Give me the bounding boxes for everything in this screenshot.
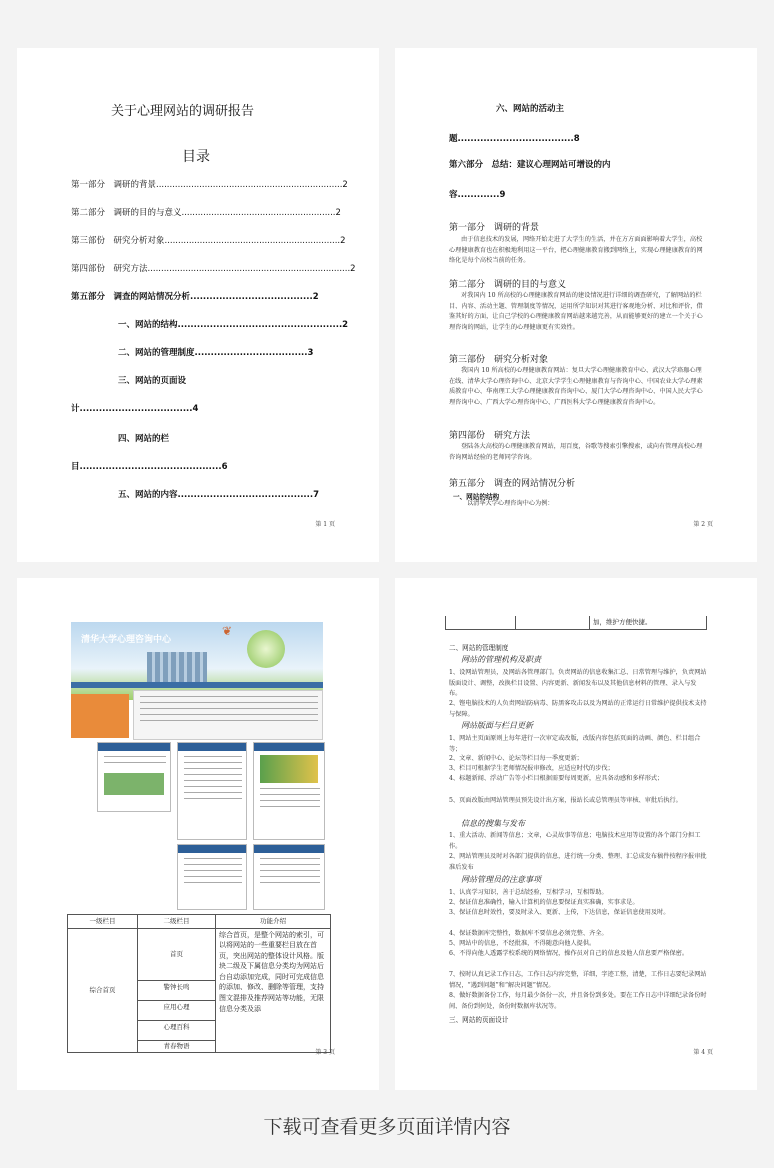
website-login-panel — [97, 742, 171, 812]
table-cell: 综合首页 — [68, 928, 138, 1052]
paragraph: 3、栏目可根据学生老师情况报审修改，应适应时代的步伐； — [449, 765, 614, 772]
website-banner-title: 清华大学心理咨询中心 — [81, 635, 172, 645]
section-heading: 二、网站的管理制度 — [449, 644, 509, 652]
list-item: 5、网站中的信息，不经批准，不得随意向他人提供。 — [449, 940, 596, 947]
website-sidebar-image — [71, 694, 129, 738]
toc-entry: 六、网站的活动主 — [496, 104, 565, 114]
subsection-heading: 网站管理员的注意事项 — [461, 875, 541, 884]
section-body: 由于信息技术的发展，网络开始走进了大学生的生活，并在方方面面影响着大学生，高校心理健康教育也在积极地利用这一平台，把心理健康教育搬到网络上，实现心理健康教育的网络化是每个高校当前的任务。 — [449, 236, 703, 264]
table-cell: 综合首页，是整个网站的索引，可以将网站的一些重要栏目放在首页，突出网站的整体设计风格。版块二级及下属信息分类均为网站后台自动添加完成，同时可完成信息的添加、修改、删除等管理，支持图文混排及推荐网站等功能，无限信息分类及添 — [216, 928, 331, 1052]
section-body: 我国内 10 所高校的心理健康教育网站：复旦大学心理健康教育中心、武汉大学珞珈心理在线、清华大学心理咨询中心、北京大学学生心理健康教育与咨询中心、中国农业大学心理素质教育中心、华南理工大学心理健康教育咨询中心、厦门大学心理咨询中心、中国人民大学心理咨询中心、广西大学心理咨询中心、广西医科大学心理健康教育咨询中心。 — [449, 367, 703, 406]
section-heading: 第四部份 研究方法 — [449, 431, 531, 441]
city-skyline-image — [147, 652, 207, 682]
section-body: 登陆各大高校的心理健康教育网站，用百度，谷歌等搜索引擎搜索，或向有管理高校心理咨询网站经验的老师同学咨询。 — [449, 443, 703, 461]
section-heading: 第二部分 调研的目的与意义 — [449, 280, 567, 290]
paragraph: 5、页面改版由网站管理员预先设计出方案，报站长或总管理员等审核、审批后执行。 — [449, 797, 682, 804]
toc-entry: 一、网站的结构...................................................2 — [118, 320, 349, 330]
table-cell: 心理百科 — [138, 1020, 216, 1040]
toc-entry: 题....................................8 — [449, 134, 580, 144]
table-cell: 青春物语 — [138, 1040, 216, 1052]
table-header: 功能介绍 — [216, 915, 331, 929]
website-panel — [253, 742, 325, 840]
document-page-1 — [17, 48, 379, 562]
website-nav-bar — [71, 682, 323, 688]
table-header: 一级栏目 — [68, 915, 138, 929]
toc-entry: 第四部份 研究方法...........................................................................2 — [71, 264, 356, 274]
paragraph: 2、铿电脑技术的人负责网站防病毒、防黑客攻击以及为网站的正常运行日常维护提供技术支持与保障。 — [449, 700, 707, 718]
paragraph: 1、网站主页面原则上每年进行一次审定或改版，改版内容包括页面的动画、颜色、栏目组合等； — [449, 735, 701, 753]
toc-entry: 容.............9 — [449, 190, 506, 200]
page-number: 第 3 页 — [315, 1049, 335, 1056]
paragraph: 2、文章、新闻中心、论坛等栏目每一季度更新； — [449, 755, 583, 762]
list-item: 6、不得向他人透露学校系统的网络情况，操作员对自己的信息及他人信息要严格保密。 — [449, 950, 689, 957]
list-item: 7、按时认真记录工作日志，工作日志内容完整，详细，字迹工整，清楚，工作日志要纪录网站情况，“遇到问题”和“解决问题”情况。 — [449, 971, 707, 989]
subsection-heading: 信息的搜集与发布 — [461, 819, 525, 828]
subsection-heading: 网站版面与栏目更新 — [461, 721, 533, 730]
toc-entry: 第三部份 研究分析对象.................................................................2 — [71, 236, 346, 246]
page-number: 第 1 页 — [315, 521, 335, 528]
report-title: 关于心理网站的调研报告 — [111, 104, 255, 119]
section-heading: 第一部分 调研的背景 — [449, 223, 540, 233]
download-more-caption: 下载可查看更多页面详情内容 — [263, 1116, 511, 1138]
toc-heading: 目录 — [182, 149, 210, 165]
section-heading: 三、网站的页面设计 — [449, 1016, 509, 1024]
website-news-area — [133, 690, 323, 740]
logo-graphic — [247, 630, 285, 668]
section-heading: 第五部分 调查的网站情况分析 — [449, 479, 576, 489]
page-number: 第 2 页 — [693, 521, 713, 528]
list-item: 4、保证数据库完整性，数据库不要信息必须完整、齐全。 — [449, 930, 608, 937]
website-panel — [177, 844, 247, 910]
list-item: 2、保证信息准确性，输入计算机的信息要保证真实准确，实事求是。 — [449, 899, 639, 906]
section-heading: 第三部份 研究分析对象 — [449, 355, 549, 365]
column-table — [67, 914, 331, 1053]
table-cell: 首页 — [138, 928, 216, 980]
section-body: 以清华大学心理咨询中心为例： — [467, 500, 554, 507]
toc-entry: 第一部分 调研的背景.....................................................................2 — [71, 180, 348, 190]
list-item: 1、认真学习知识，善于总结经验，互相学习，互相帮助。 — [449, 889, 608, 896]
table-cell: 应用心理 — [138, 1000, 216, 1020]
paragraph: 4、标题新闻、浮动广告等小栏目根据需要每周更新，应具备动感和多样形式； — [449, 775, 664, 782]
subsection-heading: 网站的管理机构及职责 — [461, 655, 541, 664]
subsection-heading: 一、网站的结构 — [453, 493, 500, 501]
table-cell: 警钟长鸣 — [138, 980, 216, 1000]
toc-entry: 目............................................6 — [71, 462, 228, 472]
toc-entry: 第六部分 总结：建议心理网站可增设的内 — [449, 160, 611, 170]
toc-entry: 二、网站的管理制度...................................3 — [118, 348, 314, 358]
page-number: 第 4 页 — [693, 1049, 713, 1056]
document-page-3 — [17, 578, 379, 1090]
table-continuation — [445, 616, 707, 630]
paragraph: 2、网站管理员及时对各部门提供的信息，进行统一分类、整理、汇总成发布稿件按程序报审批准后发布 — [449, 853, 707, 871]
document-page-4 — [395, 578, 757, 1090]
table-cell: 加，维护方便快捷。 — [590, 616, 707, 629]
paragraph: 1、重大活动、新闻等信息；文章，心灵故事等信息；电脑技术应用等设置的各个部门分担工作。 — [449, 832, 701, 850]
list-item: 3、保证信息时效性，要及时录入、更新、上传，下达信息，保证信息使用及时。 — [449, 909, 670, 916]
toc-entry: 三、网站的页面设 — [118, 376, 187, 386]
table-header: 二级栏目 — [138, 915, 216, 929]
butterfly-icon: ❦ — [222, 624, 233, 638]
website-panel — [253, 844, 325, 910]
section-body: 对我国内 10 所高校的心理健康教育网站的建设情况进行详细的调查研究，了解网站的栏目、内容、活动主题、管理制度等情况，运用所学知识对其进行客观地分析、对比和评价，借鉴其好的方面，让自己学校的心理健康教育网站越来越完善，从而能够更好的建立一个关于心理咨询的网站，让学生的心理健康更有实效性。 — [449, 292, 703, 331]
toc-entry: 计...................................4 — [71, 404, 199, 414]
toc-entry: 四、网站的栏 — [118, 434, 170, 444]
document-page-2 — [395, 48, 757, 562]
paragraph: 1、设网站管理员，及网站各管理部门。负责网站的信息收集汇总、日常管理与维护，负责网站版面设计、调整，改换栏目设置、内容更新、新闻发布以及其他信息材料的管理、录入与发布。 — [449, 669, 707, 697]
toc-entry: 第五部分 调查的网站情况分析......................................2 — [71, 292, 319, 302]
toc-entry: 第二部分 调研的目的与意义.........................................................2 — [71, 208, 341, 218]
website-panel — [177, 742, 247, 840]
list-item: 8、做好数据备份工作，每月最少备份一次，并且备份到多处。要在工作日志中详细纪录备份时间、备份到何处，备份时数据库状况等。 — [449, 992, 707, 1010]
toc-entry: 五、网站的内容..........................................7 — [118, 490, 320, 500]
